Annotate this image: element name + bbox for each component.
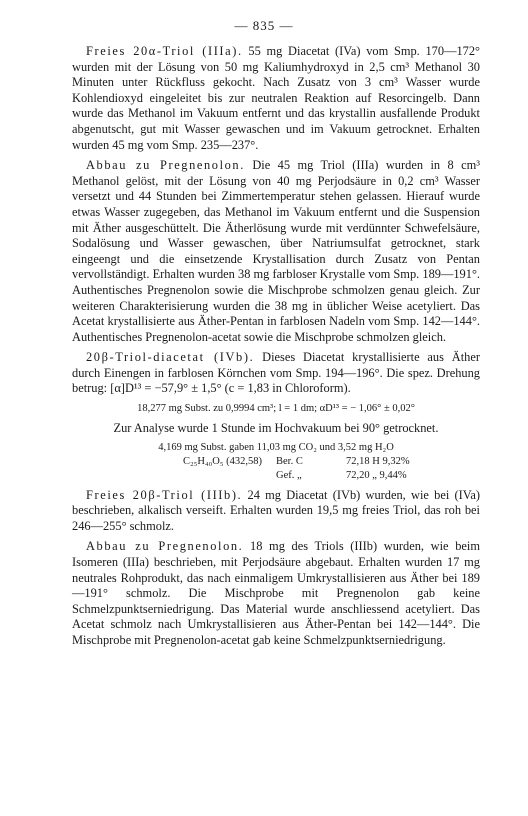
paragraph-text: 55 mg Diacetat (IVa) vom Smp. 170—172° wurden mit der Lösung von 50 mg Kaliumhydroxyd in 2,5 cm³ Methanol 30 Minuten unter Rückfluss gekocht. Nach Zusatz von 3 cm³ Wasser wurde Kohlendioxyd eingeleitet bis zur neutralen Reaktion auf Resorcingelb. Dann wurde das Methanol im Vakuum entfernt und das krystallin ausfallende Produkt abgenutscht, gut mit Wasser gewaschen und im Vakuum getrocknet. Erhalten wurden 45 mg vom Smp. 235—237°. <box>72 44 480 152</box>
section-heading: Abbau zu Pregnenolon. <box>86 158 245 173</box>
section-heading: 20β-Triol-diacetat (IVb). <box>86 350 255 365</box>
elemental-analysis <box>72 441 480 483</box>
analysis-sample-line: 4,169 mg Subst. gaben 11,03 mg CO₂ und 3,52 mg H₂O <box>158 441 394 453</box>
paragraph-degradation-b <box>72 539 480 648</box>
paragraph-20b-triol-diacetat <box>72 350 480 397</box>
analysis-calc-label: Ber. C <box>276 455 303 467</box>
section-heading: Freies 20α-Triol (IIIa). <box>86 44 243 58</box>
paragraph-free-20a-triol <box>72 44 480 153</box>
paragraph-text: Dieses Diacetat krystallisierte aus Äther durch Einengen in farblosen Körnchen vom Smp. 194—196°. Die spez. Drehung betrug: [α]D¹³ = −57,9° ± 1,5° (c = 1,83 in Chloroform). <box>72 350 480 396</box>
page-body <box>72 44 480 654</box>
section-heading: Abbau zu Pregnenolon. <box>86 539 244 554</box>
analysis-formula: C₂₅H₄₀O₅ (432,58) <box>183 455 262 467</box>
analysis-found-label: Gef. „ <box>276 469 302 481</box>
analysis-found-values: 72,20 „ 9,44% <box>346 469 407 481</box>
analysis-note: Zur Analyse wurde 1 Stunde im Hochvakuum bei 90° getrocknet. <box>113 421 439 436</box>
analysis-calc-values: 72,18 H 9,32% <box>346 455 410 467</box>
section-heading: Freies 20β-Triol (IIIb). <box>86 487 243 502</box>
page-number: — 835 — <box>234 18 294 33</box>
analysis-found-row <box>72 469 480 483</box>
paragraph-text: Die 45 mg Triol (IIIa) wurden in 8 cm³ Methanol gelöst, mit der Lösung von 40 mg Perjodsäure in 0,2 cm³ Wasser versetzt und 44 Stunden bei Zimmertemperatur stehen gelassen. Hierauf wurde etwas Wasser zugegeben, das Methanol im Vakuum entfernt und die Suspension mit Äther ausgeschüttelt. Die Ätherlösung wurde mit verdünnter Schwefelsäure, Sodalösung und Wasser gewaschen, über Natriumsulfat getrocknet, stark eingeengt und die einsetzende Krystallisation durch Zusatz von Pentan vervollständigt. Erhalten wurden 38 mg farbloser Krystalle vom Smp. 189—191°. Authentisches Pregnenolon sowie die Mischprobe schmolzen genau gleich. Zur weiteren Charakterisierung wurden die 38 mg in üblicher Weise acetyliert. Das Acetat krystallisierte aus Äther-Pentan in farblosen Nadeln vom Smp. 142—144°. Authentisches Pregnenolon-acetat sowie die Mischprobe schmolzen gleich. <box>72 158 480 344</box>
paragraph-text: 18 mg des Triols (IIIb) wurden, wie beim Isomeren (IIIa) beschrieben, mit Perjodsäure abgebaut. Erhalten wurden 17 mg neutrales Rohprodukt, das nach einmaligem Umkrystallisieren aus Äther bei 189—191° schmolz. Die Mischprobe mit Pregnenolon gab keine Schmelzpunktserniedrigung. Das Material wurde anschliessend acetyliert. Das Acetat schmolz nach Umkrystallisieren aus Äther-Pentan bei 142—144°. Die Mischprobe mit Pregnenolon-acetat gab keine Schmelzpunktserniedrigung. <box>72 539 480 647</box>
paragraph-text: 24 mg Diacetat (IVb) wurden, wie bei (IVa) beschrieben, alkalisch verseift. Erhalten wurden 19,5 mg freies Triol, das roh bei 246—255° schmolz. <box>72 487 480 533</box>
paragraph-degradation-a <box>72 158 480 345</box>
paragraph-free-20b-triol <box>72 488 480 535</box>
analysis-calc-row <box>72 455 480 469</box>
rotation-measurement: 18,277 mg Subst. zu 0,9994 cm³; l = 1 dm; αD¹³ = − 1,06° ± 0,02° <box>137 403 415 415</box>
